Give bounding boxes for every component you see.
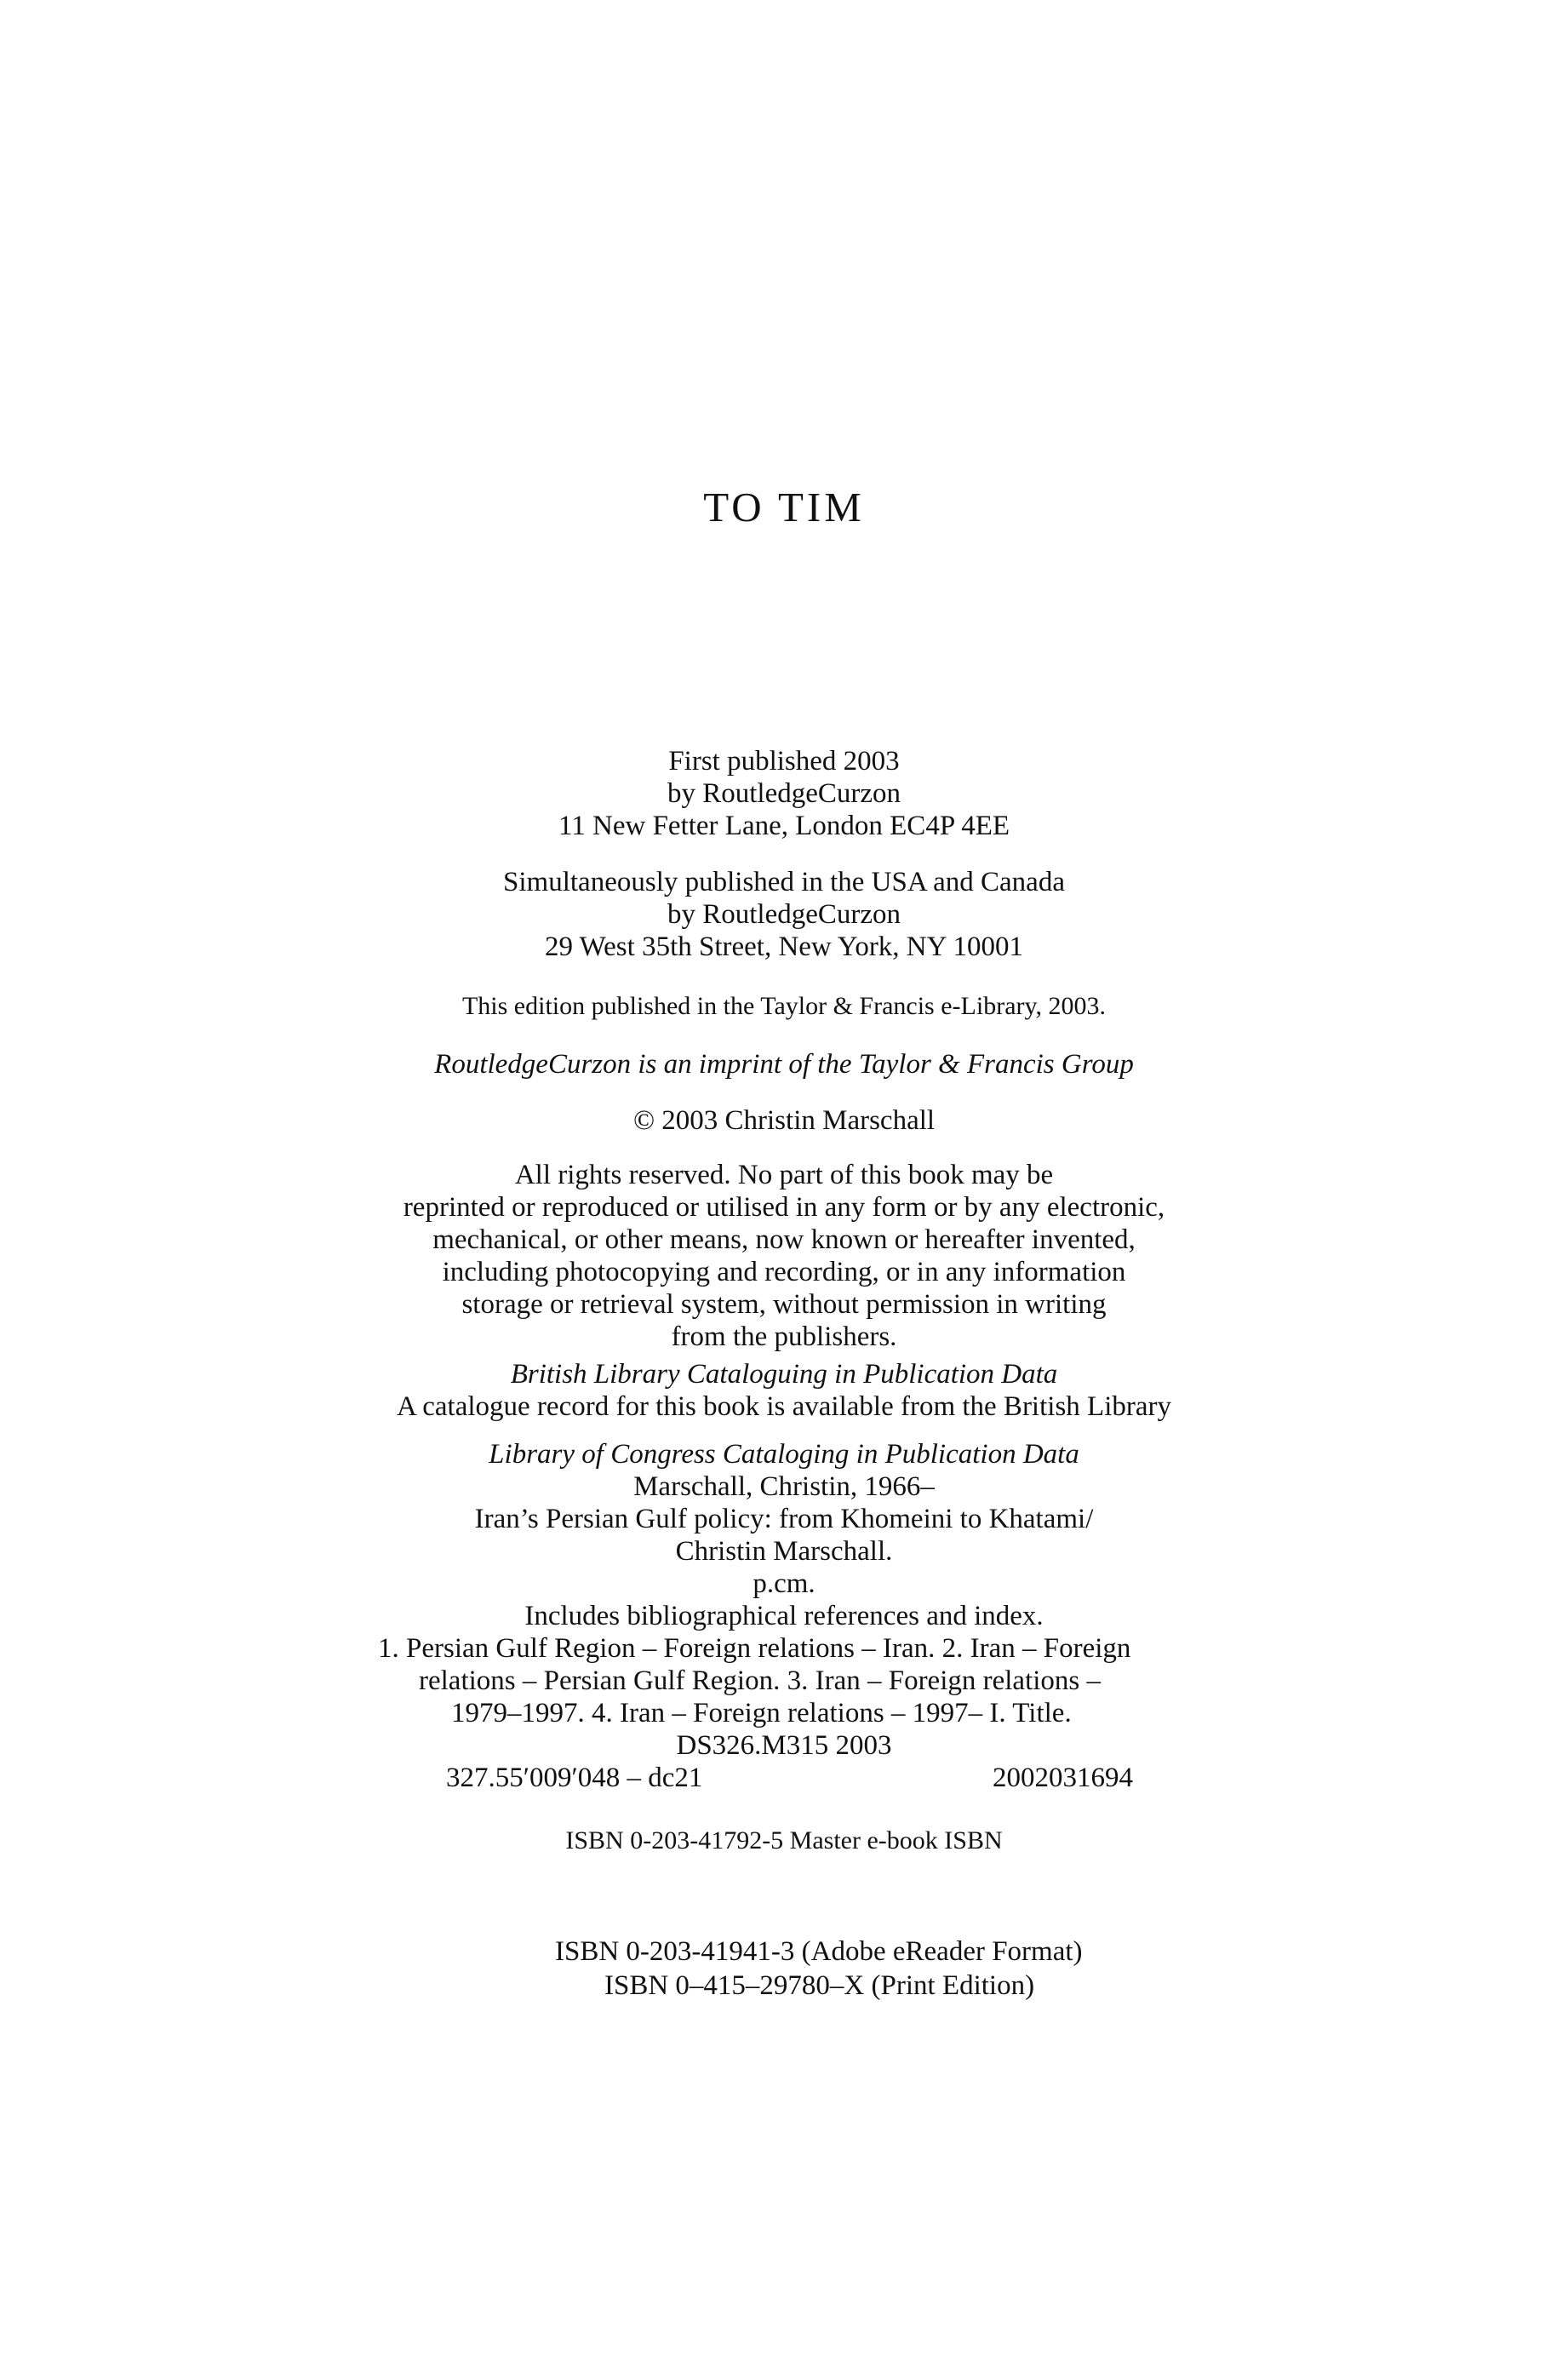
loc-lccn: 2002031694: [993, 1763, 1133, 1793]
isbn-master: ISBN 0-203-41792-5 Master e-book ISBN: [565, 1826, 1003, 1854]
first-published-line: First published 2003: [668, 746, 900, 777]
british-library-heading: British Library Cataloguing in Publication Data: [510, 1359, 1058, 1390]
loc-call-number: DS326.M315 2003: [676, 1730, 892, 1761]
loc-title-line: Christin Marschall.: [675, 1536, 893, 1567]
loc-subject-line: relations – Persian Gulf Region. 3. Iran – Foreign relations –: [419, 1665, 1102, 1696]
rights-line: reprinted or reproduced or utilised in any form or by any electronic,: [403, 1192, 1165, 1223]
copyright-line: © 2003 Christin Marschall: [632, 1105, 936, 1136]
isbn-print: ISBN 0–415–29780–X (Print Edition): [604, 1970, 1035, 2001]
loc-dewey: 327.55′009′048 – dc21: [446, 1763, 703, 1793]
loc-title-line: Iran’s Persian Gulf policy: from Khomeini to Khatami/: [474, 1504, 1094, 1534]
loc-classification-row: [0, 1761, 1568, 1795]
edition-line: This edition published in the Taylor & Francis e-Library, 2003.: [461, 992, 1107, 1020]
usa-publisher-line: by RoutledgeCurzon: [667, 899, 901, 930]
publisher-address-line: 11 New Fetter Lane, London EC4P 4EE: [558, 811, 1010, 841]
rights-line: from the publishers.: [671, 1321, 897, 1352]
loc-includes: Includes bibliographical references and index.: [524, 1601, 1044, 1631]
usa-address-line: 29 West 35th Street, New York, NY 10001: [545, 932, 1023, 962]
rights-line: mechanical, or other means, now known or hereafter invented,: [432, 1224, 1136, 1255]
loc-pcm: p.cm.: [753, 1568, 815, 1599]
rights-line: including photocopying and recording, or in any information: [442, 1257, 1126, 1287]
loc-subject-line: 1979–1997. 4. Iran – Foreign relations – 1997– I. Title.: [451, 1698, 1072, 1728]
loc-author: Marschall, Christin, 1966–: [633, 1471, 935, 1502]
british-library-text: A catalogue record for this book is available from the British Library: [397, 1391, 1171, 1422]
rights-line: All rights reserved. No part of this book may be: [514, 1160, 1054, 1190]
rights-line: storage or retrieval system, without permission in writing: [461, 1289, 1107, 1320]
dedication: TO TIM: [703, 484, 865, 530]
publisher-line: by RoutledgeCurzon: [667, 778, 901, 809]
imprint-line: RoutledgeCurzon is an imprint of the Taylor & Francis Group: [434, 1049, 1134, 1080]
usa-published-line: Simultaneously published in the USA and Canada: [503, 867, 1065, 897]
isbn-adobe: ISBN 0-203-41941-3 (Adobe eReader Format): [555, 1936, 1083, 1967]
loc-subject-line: 1. Persian Gulf Region – Foreign relations – Iran. 2. Iran – Foreign: [378, 1633, 1131, 1664]
loc-heading: Library of Congress Cataloging in Publication Data: [489, 1439, 1079, 1470]
